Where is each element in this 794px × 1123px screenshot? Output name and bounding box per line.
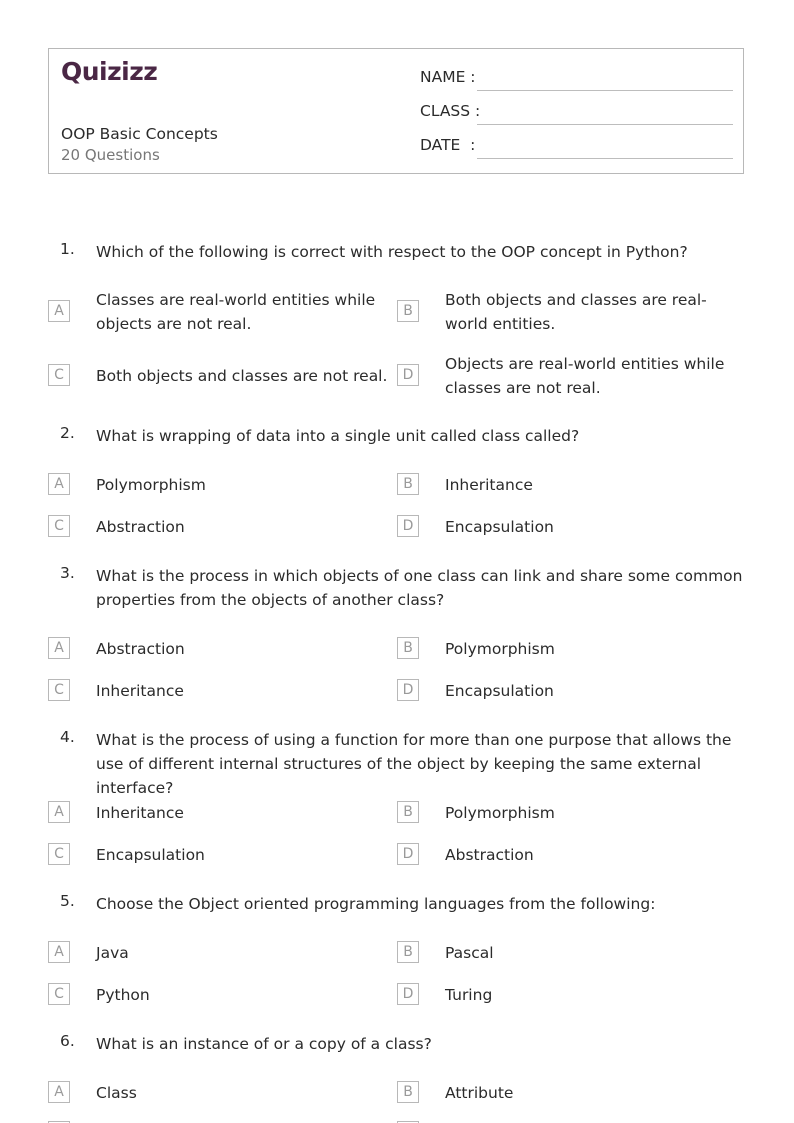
option-a-box[interactable]: A — [48, 300, 70, 322]
option-b-text: Attribute — [445, 1084, 514, 1102]
option-d-text: Abstraction — [445, 846, 534, 864]
name-line — [477, 90, 733, 91]
option-b-text: Polymorphism — [445, 804, 555, 822]
option-b-box[interactable]: B — [397, 300, 419, 322]
date-field[interactable] — [420, 136, 733, 160]
option-d-text: Encapsulation — [445, 682, 554, 700]
option-a-box[interactable]: A — [48, 941, 70, 963]
option-c-box[interactable]: C — [48, 843, 70, 865]
option-a-text: Classes are real-world entities while objects are not real. — [96, 291, 376, 333]
option-b-box[interactable]: B — [397, 1081, 419, 1103]
option-a-text: Inheritance — [96, 804, 184, 822]
option-c-box[interactable]: C — [48, 679, 70, 701]
option-a-box[interactable]: A — [48, 473, 70, 495]
question-number: 4. — [60, 728, 75, 746]
option-a-box[interactable]: A — [48, 637, 70, 659]
option-d-text: Turing — [445, 986, 493, 1004]
question-text: What is the process in which objects of one class can link and share some common properties from the objects of another class? — [96, 567, 743, 609]
date-line — [477, 158, 733, 159]
worksheet-header — [48, 48, 744, 174]
option-a-text: Polymorphism — [96, 476, 206, 494]
option-b-box[interactable]: B — [397, 941, 419, 963]
class-label: CLASS : — [420, 102, 481, 120]
class-field[interactable] — [420, 102, 733, 126]
question-count: 20 Questions — [61, 146, 160, 164]
name-field[interactable] — [420, 68, 733, 92]
date-label: DATE : — [420, 136, 476, 154]
option-c-text: Both objects and classes are not real. — [96, 367, 388, 385]
question-text: What is an instance of or a copy of a class? — [96, 1035, 432, 1053]
option-d-text: Objects are real-world entities while classes are not real. — [445, 355, 725, 397]
quizizz-logo: Quizizz — [61, 57, 158, 86]
option-d-box[interactable]: D — [397, 983, 419, 1005]
option-d-box[interactable]: D — [397, 364, 419, 386]
option-b-text: Polymorphism — [445, 640, 555, 658]
option-a-text: Abstraction — [96, 640, 185, 658]
option-d-text: Encapsulation — [445, 518, 554, 536]
question-number: 3. — [60, 564, 75, 582]
option-c-text: Inheritance — [96, 682, 184, 700]
quiz-title: OOP Basic Concepts — [61, 125, 218, 143]
question-text: Choose the Object oriented programming languages from the following: — [96, 895, 656, 913]
class-line — [477, 124, 733, 125]
option-a-box[interactable]: A — [48, 1081, 70, 1103]
question-number: 2. — [60, 424, 75, 442]
question-text: Which of the following is correct with respect to the OOP concept in Python? — [96, 243, 688, 261]
option-b-box[interactable]: B — [397, 473, 419, 495]
option-b-box[interactable]: B — [397, 637, 419, 659]
option-c-box[interactable]: C — [48, 515, 70, 537]
option-b-text: Both objects and classes are real-world entities. — [445, 291, 707, 333]
question-text: What is the process of using a function for more than one purpose that allows the use of different internal structures of the object by keeping the same external interface? — [96, 731, 732, 797]
option-c-text: Abstraction — [96, 518, 185, 536]
option-a-box[interactable]: A — [48, 801, 70, 823]
question-number: 6. — [60, 1032, 75, 1050]
option-c-text: Encapsulation — [96, 846, 205, 864]
question-number: 1. — [60, 240, 75, 258]
option-c-text: Python — [96, 986, 150, 1004]
option-d-box[interactable]: D — [397, 679, 419, 701]
question-number: 5. — [60, 892, 75, 910]
option-b-text: Pascal — [445, 944, 494, 962]
option-a-text: Java — [96, 944, 129, 962]
option-d-box[interactable]: D — [397, 515, 419, 537]
question-text: What is wrapping of data into a single unit called class called? — [96, 427, 580, 445]
name-label: NAME : — [420, 68, 476, 86]
option-b-text: Inheritance — [445, 476, 533, 494]
option-a-text: Class — [96, 1084, 137, 1102]
option-b-box[interactable]: B — [397, 801, 419, 823]
option-d-box[interactable]: D — [397, 843, 419, 865]
option-c-box[interactable]: C — [48, 983, 70, 1005]
option-c-box[interactable]: C — [48, 364, 70, 386]
